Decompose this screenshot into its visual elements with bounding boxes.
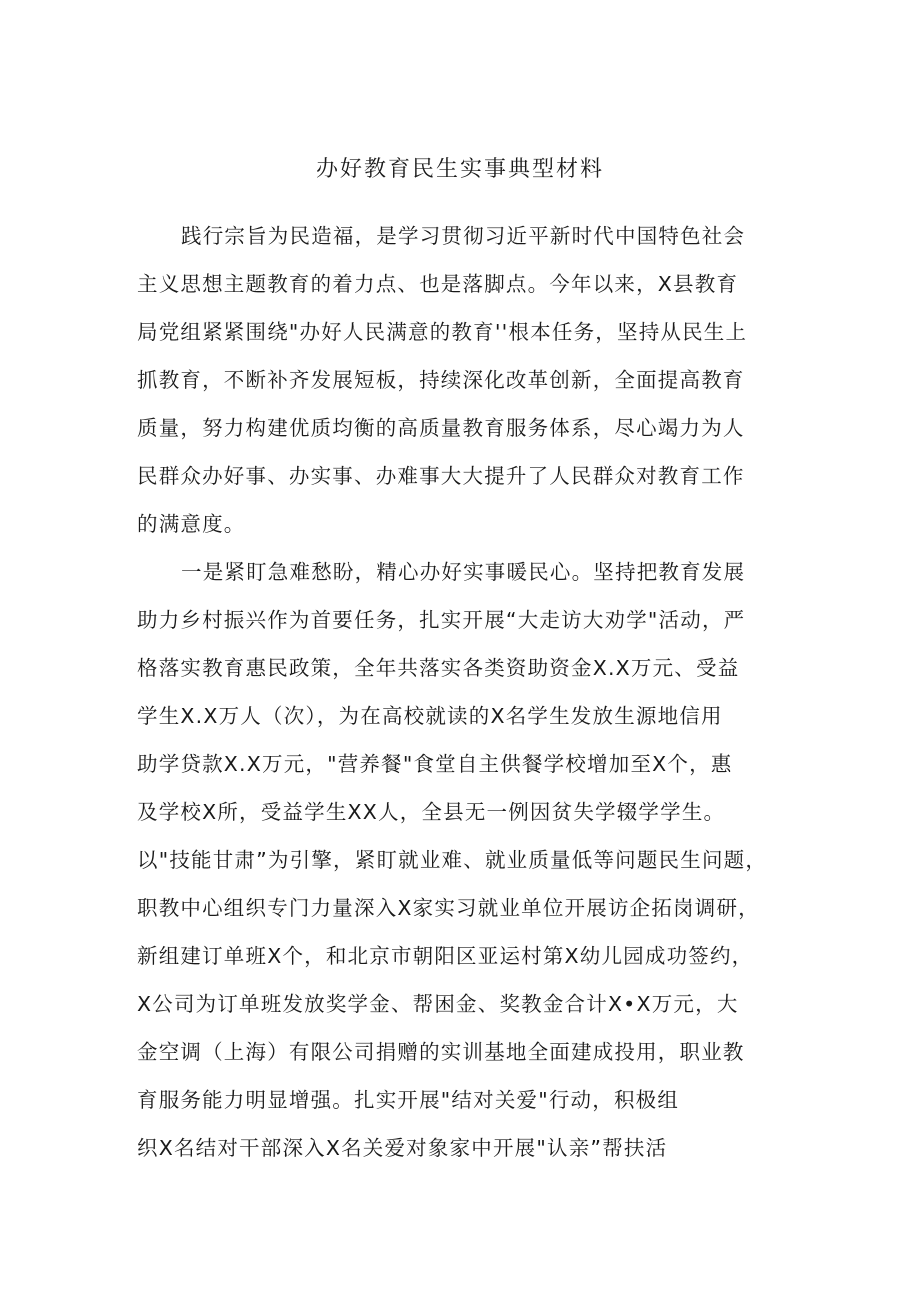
- paragraph-line: 以"技能甘肃”为引擎，紧盯就业难、就业质量低等问题民生问题，: [137, 848, 768, 872]
- paragraph-line: 金空调（上海）有限公司捐赠的实训基地全面建成投用，职业教: [137, 1040, 745, 1064]
- paragraph-line: 一是紧盯急难愁盼，精心办好实事暖民心。坚持把教育发展: [181, 560, 746, 584]
- paragraph-line: 新组建订单班X个，和北京市朝阳区亚运村第X幼儿园成功签约，: [137, 944, 754, 968]
- paragraph-line: 格落实教育惠民政策，全年共落实各类资助资金X.X万元、受益: [137, 656, 740, 680]
- paragraph-line: 局党组紧紧围绕"办好人民满意的教育''根本任务，坚持从民生上: [137, 320, 748, 344]
- paragraph-line: 学生X.X万人（次），为在高校就读的X名学生发放生源地信用: [137, 704, 723, 728]
- paragraph-line: 及学校X所，受益学生XX人，全县无一例因贫失学辍学学生。: [137, 800, 726, 824]
- paragraph-line: 的满意度。: [137, 512, 246, 536]
- paragraph-line: 主义思想主题教育的着力点、也是落脚点。今年以来，X县教育: [137, 272, 739, 296]
- paragraph-line: 抓教育，不断补齐发展短板，持续深化改革创新，全面提高教育: [137, 368, 745, 392]
- paragraph-line: 质量，努力构建优质均衡的高质量教育服务体系，尽心竭力为人: [137, 416, 745, 440]
- document-title: 办好教育民生实事典型材料: [315, 157, 604, 182]
- paragraph-line: 助力乡村振兴作为首要任务，扎实开展“大走访大劝学"活动，严: [137, 608, 746, 632]
- paragraph-line: 助学贷款X.X万元，"营养餐"食堂自主供餐学校增加至X个，惠: [137, 752, 733, 776]
- paragraph-intro: [137, 212, 797, 548]
- paragraph-line: 践行宗旨为民造福，是学习贯彻习近平新时代中国特色社会: [181, 224, 746, 248]
- paragraph-line: X公司为订单班发放奖学金、帮困金、奖教金合计X•X万元，大: [137, 992, 739, 1016]
- paragraph-line: 民群众办好事、办实事、办难事大大提升了人民群众对教育工作: [137, 464, 745, 488]
- paragraph-line: 职教中心组织专门力量深入X家实习就业单位开展访企拓岗调研，: [137, 896, 760, 920]
- paragraph-section-one: [137, 548, 797, 1172]
- paragraph-line: 育服务能力明显增强。扎实开展"结对关爱"行动，积极组: [137, 1088, 680, 1112]
- paragraph-line: 织X名结对干部深入X名关爱对象家中开展"认亲”帮扶活: [137, 1136, 668, 1160]
